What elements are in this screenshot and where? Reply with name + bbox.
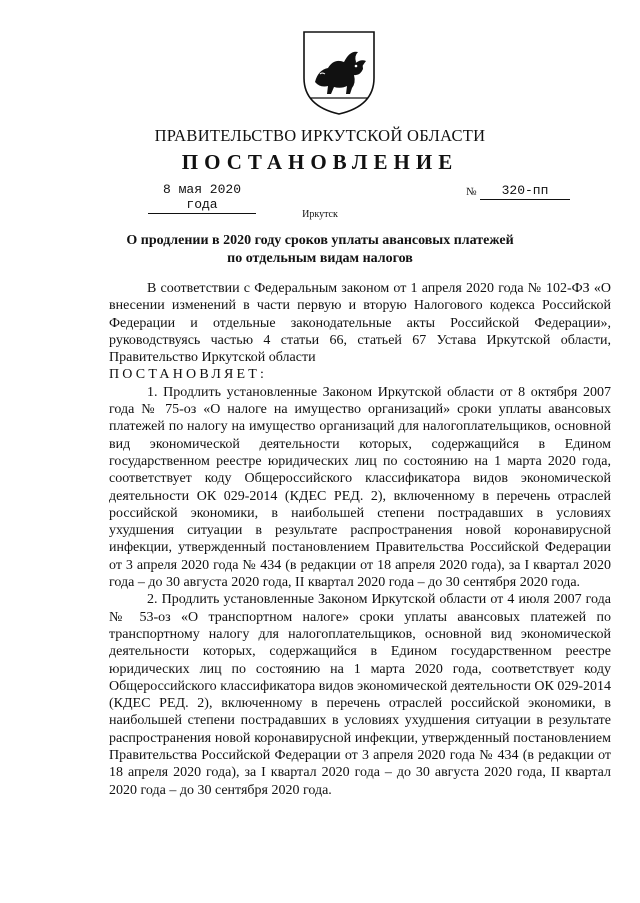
item-paragraph-2: 2. Продлить установленные Законом Иркутской области от 4 июля 2007 года № 53-оз «О транспортном налоге» сроки уплаты авансовых платежей по транспортному налогу для налогоплательщиков, основной вид экономической деятельности которых, содержащийся в Едином государственном реестре юридических лиц по состоянию на 1 марта 2020 года, соответствует коду Общероссийского классификатора видов экономической деятельности ОК 029-2014 (КДЕС РЕД. 2), включенному в перечень отраслей российской экономики, в наибольшей степени пострадавших в условиях ухудшения ситуации в результате распространения новой коронавирусной инфекции, утвержденный постановлением Правительства Российской Федерации от 3 апреля 2020 года № 434 (в редакции от 18 апреля 2020 года), за I квартал 2020 года – до 30 августа 2020 года, II квартал 2020 года – до 30 сентября 2020 года. — [109, 592, 611, 798]
document-body — [109, 280, 611, 799]
document-type: ПОСТАНОВЛЕНИЕ — [181, 150, 459, 174]
resolves-heading: ПОСТАНОВЛЯЕТ: — [109, 367, 268, 383]
city-name: Иркутск — [302, 209, 338, 220]
subject-line-2: по отдельным видам налогов — [227, 250, 413, 266]
document-date: 8 мая 2020 года — [148, 182, 256, 214]
document-subject — [110, 232, 530, 267]
document-number-block — [466, 183, 572, 201]
government-name: ПРАВИТЕЛЬСТВО ИРКУТСКОЙ ОБЛАСТИ — [154, 126, 486, 145]
subject-line-1: О продлении в 2020 году сроков уплаты авансовых платежей — [126, 233, 514, 248]
preamble-paragraph: В соответствии с Федеральным законом от 1 апреля 2020 года № 102-ФЗ «О внесении изменений в части первую и вторую Налогового кодекса Российской Федерации и отдельные законодательные акты Российской Федерации», руководствуясь частью 4 статьи 66, статьей 67 Устава Иркутской области, Правительство Иркутской области — [109, 281, 611, 366]
number-sign: № — [466, 186, 477, 198]
irkutsk-coat-of-arms-icon — [300, 28, 378, 116]
item-paragraph-1: 1. Продлить установленные Законом Иркутской области от 8 октября 2007 года № 75-оз «О налоге на имущество организаций» сроки уплаты авансовых платежей по налогу на имущество организаций для налогоплательщиков, основной вид экономической деятельности которых, содержащийся в Едином государственном реестре юридических лиц по состоянию на 1 марта 2020 года, соответствует коду Общероссийского классификатора видов экономической деятельности ОК 029-2014 (КДЕС РЕД. 2), включенному в перечень отраслей российской экономики, в наибольшей степени пострадавших в условиях ухудшения ситуации в результате распространения новой коронавирусной инфекции, утвержденный постановлением Правительства Российской Федерации от 3 апреля 2020 года № 434 (в редакции от 18 апреля 2020 года), за I квартал 2020 года – до 30 августа 2020 года, II квартал 2020 года – до 30 сентября 2020 года. — [109, 384, 611, 591]
document-number: 320-пп — [480, 183, 570, 200]
